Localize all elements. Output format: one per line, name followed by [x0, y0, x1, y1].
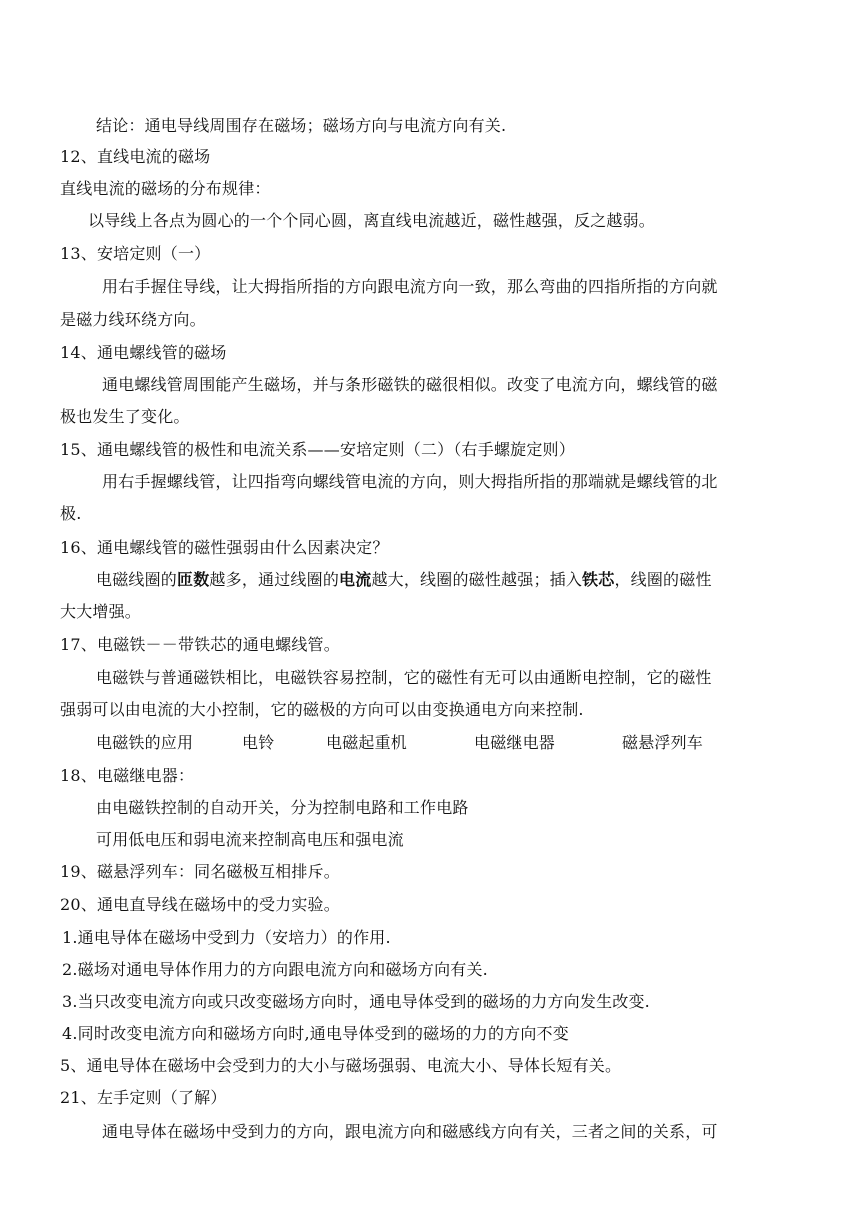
paragraph-line: 以导线上各点为圆心的一个个同心圆，离直线电流越近，磁性越强，反之越弱。 — [88, 211, 656, 230]
application-item: 电磁继电器 — [474, 733, 556, 752]
heading-13: 13、安培定则（一） — [60, 244, 211, 263]
paragraph-line: 通电螺线管周围能产生磁场，并与条形磁铁的磁很相似。改变了电流方向，螺线管的磁 — [102, 375, 718, 394]
heading-20: 20、通电直导线在磁场中的受力实验。 — [60, 895, 340, 914]
paragraph-line: 用右手握住导线，让大拇指所指的方向跟电流方向一致，那么弯曲的四指所指的方向就 — [102, 277, 718, 296]
keyword-iron-core: 铁芯 — [582, 570, 615, 589]
heading-12: 12、直线电流的磁场 — [60, 147, 211, 166]
keyword-turns: 匝数 — [177, 570, 210, 589]
paragraph-line: 直线电流的磁场的分布规律： — [60, 179, 271, 198]
heading-17: 17、电磁铁－－带铁芯的通电螺线管。 — [60, 635, 340, 654]
paragraph-line: 是磁力线环绕方向。 — [60, 310, 206, 329]
conclusion-line: 结论：通电导线周围存在磁场；磁场方向与电流方向有关. — [96, 116, 507, 135]
list-item: 3.当只改变电流方向或只改变磁场方向时，通电导体受到的磁场的力方向发生改变. — [62, 992, 650, 1011]
application-item: 电磁起重机 — [326, 733, 408, 752]
paragraph-line: 大大增强。 — [60, 602, 142, 621]
heading-15: 15、通电螺线管的极性和电流关系——安培定则（二）（右手螺旋定则） — [60, 440, 575, 459]
heading-14: 14、通电螺线管的磁场 — [60, 343, 227, 362]
keyword-current: 电流 — [339, 570, 372, 589]
paragraph-line-emphasis — [96, 569, 841, 591]
paragraph-line: 强弱可以由电流的大小控制，它的磁极的方向可以由变换通电方向来控制. — [60, 700, 584, 719]
paragraph-line: 通电导体在磁场中受到力的方向，跟电流方向和磁感线方向有关，三者之间的关系，可 — [102, 1122, 718, 1141]
paragraph-line: 电磁铁与普通磁铁相比，电磁铁容易控制，它的磁性有无可以由通断电控制，它的磁性 — [96, 668, 712, 687]
application-item: 电铃 — [242, 733, 275, 752]
paragraph-line: 极. — [60, 504, 82, 523]
heading-18: 18、电磁继电器： — [60, 766, 195, 785]
list-item: 4.同时改变电流方向和磁场方向时,通电导体受到的磁场的力的方向不变 — [62, 1024, 569, 1043]
text-segment: 越多，通过线圈的 — [209, 570, 340, 589]
applications-row — [96, 732, 841, 754]
paragraph-line: 极也发生了变化。 — [60, 407, 190, 426]
paragraph-line: 用右手握螺线管，让四指弯向螺线管电流的方向，则大拇指所指的那端就是螺线管的北 — [102, 472, 718, 491]
application-item: 磁悬浮列车 — [622, 733, 704, 752]
text-segment: 电磁线圈的 — [96, 570, 178, 589]
list-item: 5、通电导体在磁场中会受到力的大小与磁场强弱、电流大小、导体长短有关。 — [60, 1056, 622, 1075]
paragraph-line: 可用低电压和弱电流来控制高电压和强电流 — [96, 830, 404, 849]
heading-21: 21、左手定则（了解） — [60, 1088, 227, 1107]
applications-label: 电磁铁的应用 — [96, 733, 194, 752]
text-segment: 越大，线圈的磁性越强；插入 — [371, 570, 583, 589]
list-item: 2.磁场对通电导体作用力的方向跟电流方向和磁场方向有关. — [62, 960, 488, 979]
heading-16: 16、通电螺线管的磁性强弱由什么因素决定？ — [60, 538, 389, 557]
paragraph-line: 由电磁铁控制的自动开关，分为控制电路和工作电路 — [96, 798, 469, 817]
text-segment: ，线圈的磁性 — [614, 570, 712, 589]
heading-19: 19、磁悬浮列车：同名磁极互相排斥。 — [60, 862, 340, 881]
list-item: 1.通电导体在磁场中受到力（安培力）的作用. — [62, 928, 391, 947]
